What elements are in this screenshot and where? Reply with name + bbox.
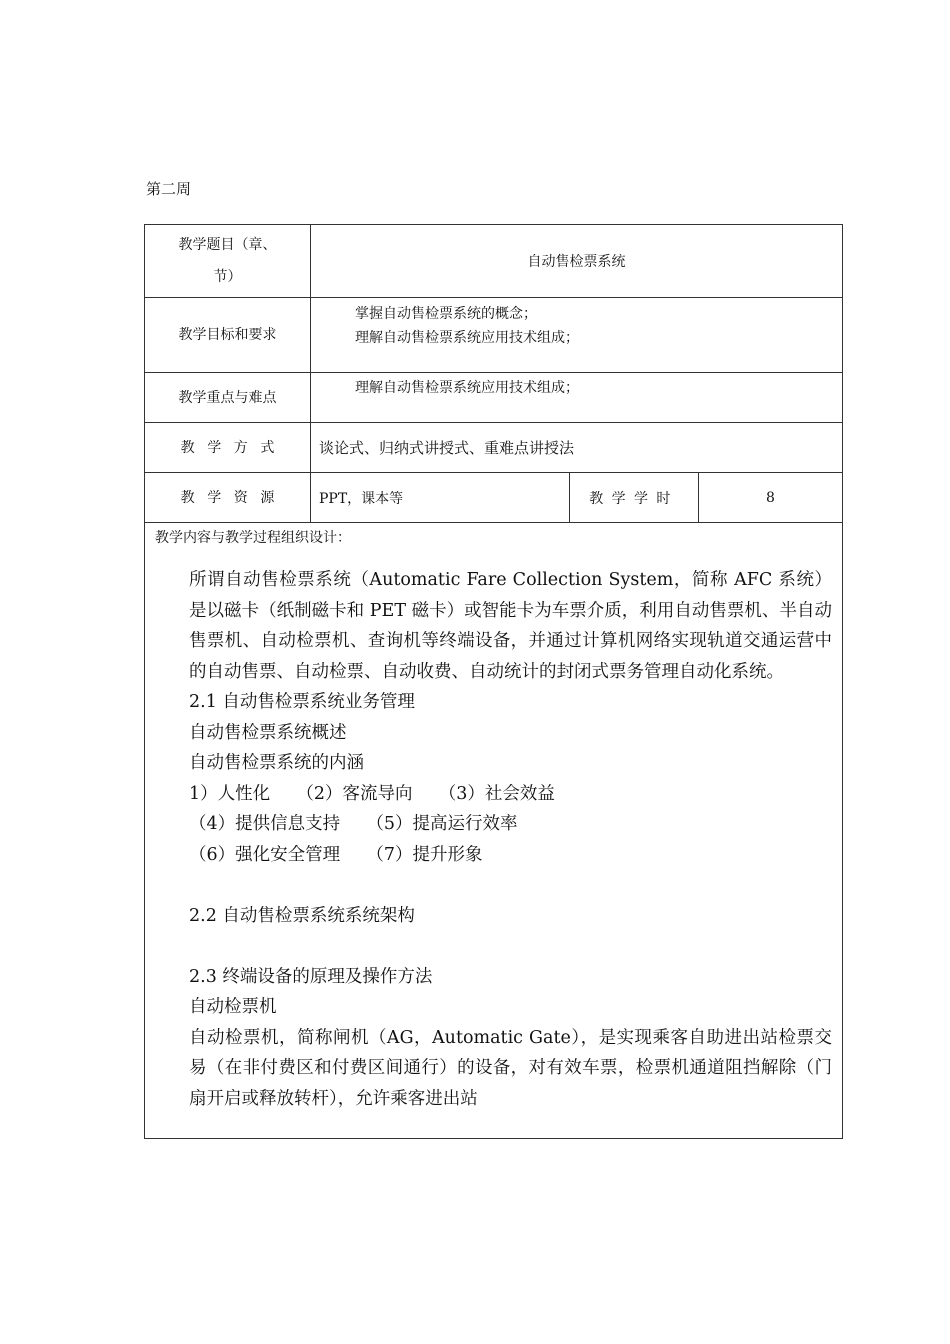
resources-value: PPT，课本等: [311, 473, 570, 523]
spacer: [189, 931, 832, 962]
topic-label-line2: 节）: [213, 269, 242, 285]
overview-heading: 自动售检票系统概述: [189, 722, 347, 743]
row-method: [145, 423, 843, 473]
content-label: 教学内容与教学过程组织设计：: [155, 530, 351, 546]
method-label: 教学方式: [145, 423, 311, 473]
row-goals: [145, 298, 843, 373]
row-content: [145, 523, 843, 1139]
hours-label: 教学学时: [570, 473, 699, 523]
row-topic: [145, 225, 843, 298]
connotation-heading: 自动售检票系统的内涵: [189, 753, 364, 773]
spacer: [189, 870, 832, 901]
keypoints-label: 教学重点与难点: [145, 373, 311, 423]
topic-value: 自动售检票系统: [311, 225, 843, 298]
week-label: 第二周: [146, 180, 192, 198]
goals-label: 教学目标和要求: [145, 298, 311, 373]
resources-label: 教学资源: [145, 473, 311, 523]
content-cell: [145, 523, 843, 1139]
topic-label-line1: 教学题目（章、: [178, 237, 277, 253]
connotation-row-1: 1）人性化 （2）客流导向 （3）社会效益: [189, 783, 555, 804]
content-body: [155, 565, 832, 1114]
automatic-gate-paragraph: 自动检票机，简称闸机（AG，Automatic Gate），是实现乘客自助进出站检票交易（在非付费区和付费区间通行）的设备，对有效车票，检票机通道阻挡解除（门扇开启或释放转杆），允许乘客进出站: [189, 1027, 832, 1109]
goals-value: [311, 298, 843, 373]
method-value: 谈论式、归纳式讲授式、重难点讲授法: [311, 423, 843, 473]
topic-label: [145, 225, 311, 298]
goal-item: 掌握自动售检票系统的概念；: [355, 306, 537, 322]
section-2-2-heading: 2.2 自动售检票系统系统架构: [189, 905, 415, 926]
keypoints-value: 理解自动售检票系统应用技术组成；: [311, 373, 843, 423]
connotation-row-2: （4）提供信息支持 （5）提高运行效率: [189, 814, 518, 834]
afc-intro-paragraph: 所谓自动售检票系统（Automatic Fare Collection System，简称 AFC 系统）是以磁卡（纸制磁卡和 PET 磁卡）或智能卡为车票介质，利用自动售票机、半自动售票机、自动检票机、查询机等终端设备，并通过计算机网络实现轨道交通运营中的自动售票、自动检票、自动收费、自动统计的封闭式票务管理自动化系统。: [189, 570, 832, 682]
automatic-gate-heading: 自动检票机: [189, 997, 277, 1017]
section-2-3-heading: 2.3 终端设备的原理及操作方法: [189, 966, 433, 987]
hours-value: 8: [699, 473, 843, 523]
goal-item: 理解自动售检票系统应用技术组成；: [355, 330, 579, 346]
lesson-plan-table: [144, 224, 843, 1139]
connotation-row-3: （6）强化安全管理 （7）提升形象: [189, 844, 483, 865]
row-keypoints: [145, 373, 843, 423]
row-resources: [145, 473, 843, 523]
section-2-1-heading: 2.1 自动售检票系统业务管理: [189, 692, 415, 712]
